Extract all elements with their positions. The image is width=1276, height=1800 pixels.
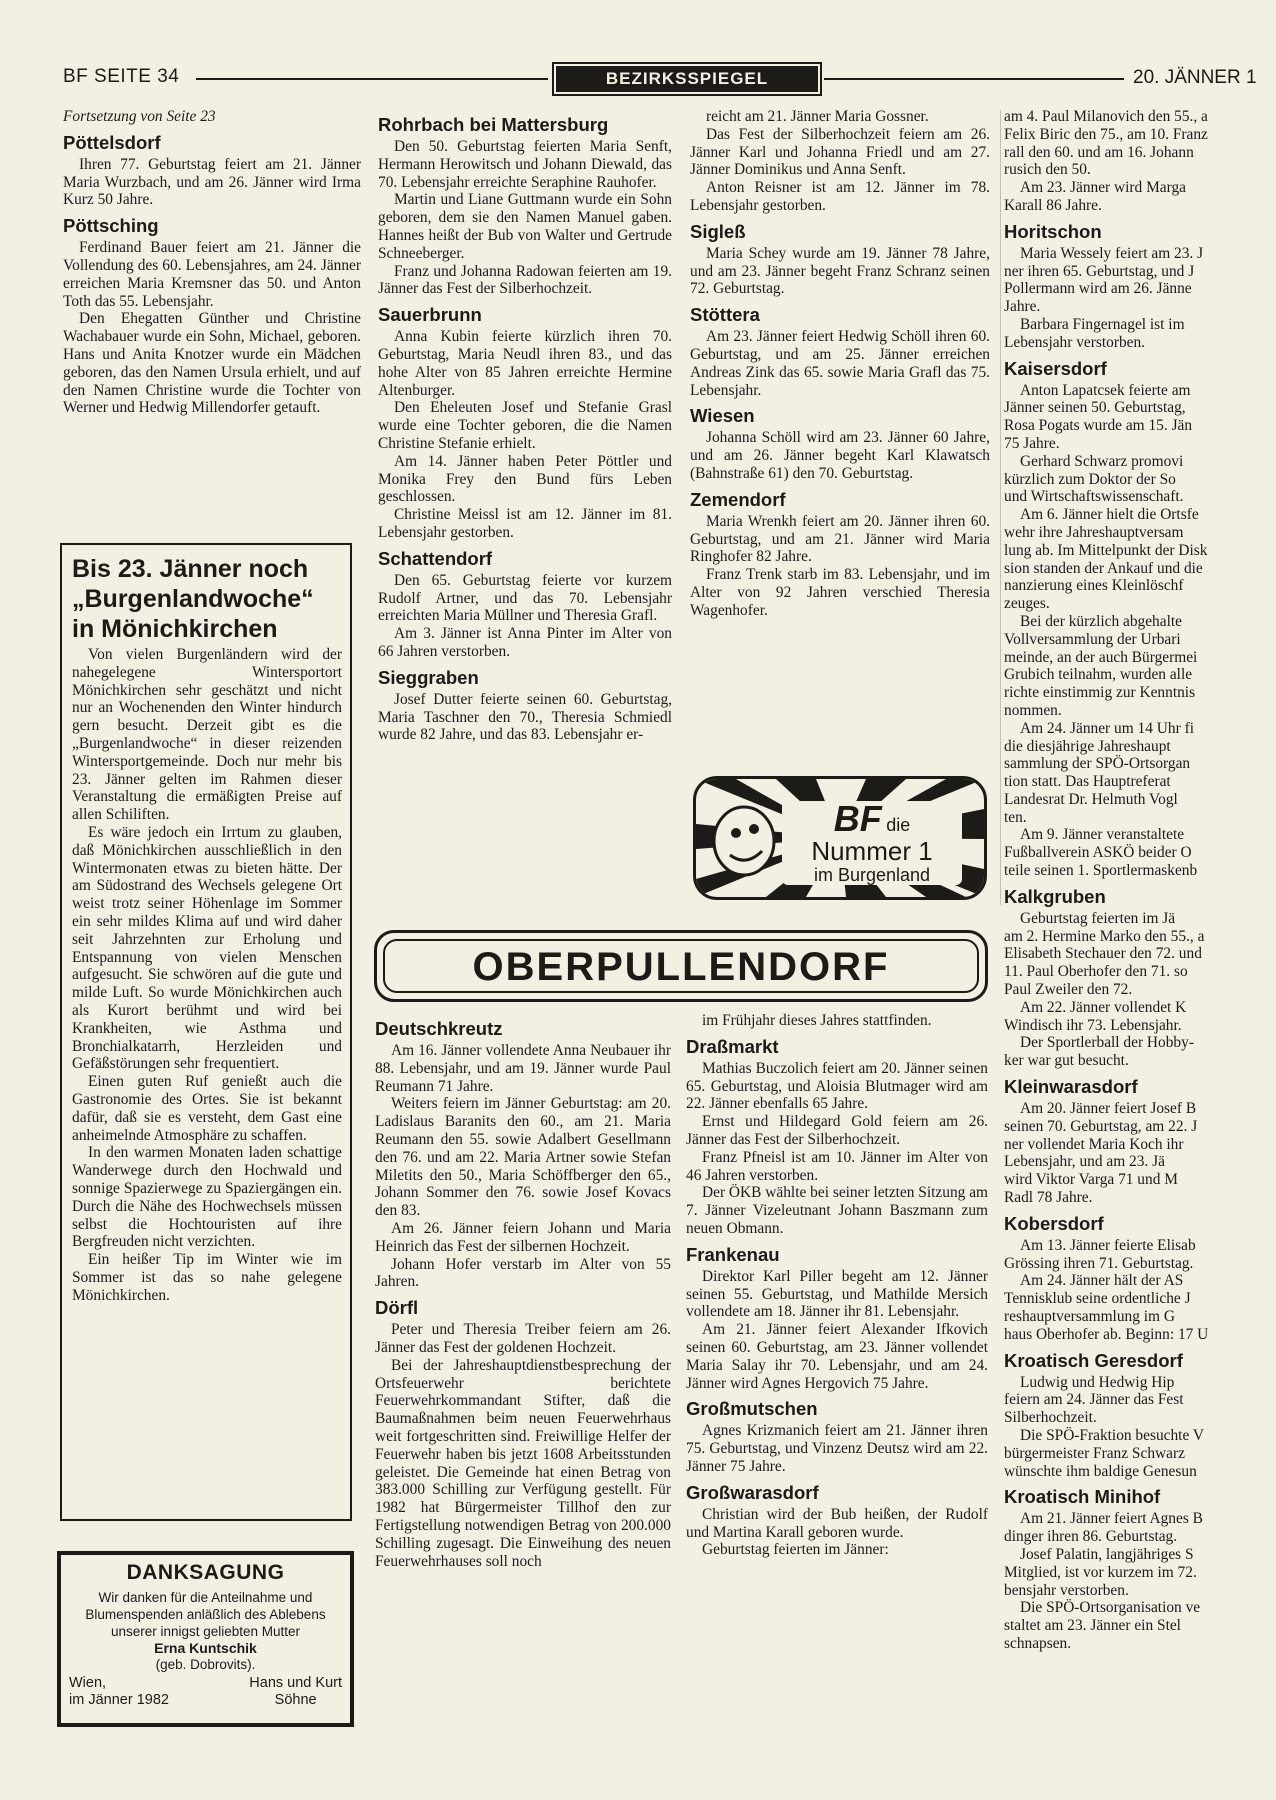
- news-line: ker war gut besucht.: [1004, 1052, 1129, 1070]
- news-paragraph: Bei der Jahreshauptdienstbesprechung der Ortsfeuerwehr berichtete Feuerwehrkommandant Stifter, daß die Baumaßnahmen beim neuen Feuerwehrhaus weit fortgeschritten sind. Freiwillige Helfer der Feuerwehr haben bis jetzt 1608 Arbeitsstunden geleistet. Die Gemeinde hat einen Betrag von 383.000 Schilling zur Verfügung gestellt. Für 1982 hat Bürgermeister Tillhof den zur Fertigstellung notwendigen Betrag von 200.000 Schilling zugesagt. Die Einweihung des neuen Feuerwehrhauses soll noch: [375, 1356, 671, 1570]
- news-paragraph: Anna Kubin feierte kürzlich ihren 70. Geburtstag, Maria Neudl ihren 83., und das hohe Alter von 85 Jahren erreichte Hermine Altenburger.: [378, 328, 672, 399]
- header-rule-right: [824, 78, 1124, 80]
- news-line: 75 Jahre.: [1004, 434, 1060, 452]
- news-line: Geburtstag feierten im Jä: [1020, 909, 1176, 927]
- news-paragraph: reicht am 21. Jänner Maria Gossner.: [706, 108, 929, 125]
- place-heading-gromutschen: Großmutschen: [686, 1398, 818, 1420]
- news-paragraph: Am 21. Jänner feiert Alexander Ifkovich seinen 60. Geburtstag, am 23. Jänner vollendet Maria Salay ihr 70. Lebensjahr, und am 24. Jänner wird Agnes Hergovich 75 Jahre.: [686, 1321, 988, 1392]
- news-line: am 2. Hermine Marko den 55., a: [1004, 927, 1205, 945]
- news-line: haus Oberhofer ab. Beginn: 17 U: [1004, 1325, 1209, 1343]
- news-line: richte einstimmig zur Kenntnis: [1004, 684, 1196, 702]
- news-line: wird Viktor Varga 71 und M: [1004, 1171, 1178, 1189]
- news-line: kürzlich zum Doktor der So: [1004, 470, 1176, 488]
- notice-body: Wir danken für die Anteilnahme und Blumenspenden anläßlich des Ablebens unserer innigst geliebten Mutter: [85, 1590, 326, 1639]
- news-paragraph: Christine Meissl ist am 12. Jänner im 81. Lebensjahr gestorben.: [378, 506, 672, 541]
- news-line: staltet am 23. Jänner ein Stel: [1004, 1617, 1181, 1635]
- place-heading-wiesen: Wiesen: [690, 405, 755, 427]
- news-line: tion statt. Das Hauptreferat: [1004, 773, 1171, 791]
- place-heading-kroatisch-geresdorf: Kroatisch Geresdorf: [1004, 1349, 1183, 1371]
- news-line: Am 13. Jänner feierte Elisab: [1020, 1236, 1196, 1254]
- continuation-note: Fortsetzung von Seite 23: [63, 108, 216, 125]
- place-heading-dorfl: Dörfl: [375, 1297, 419, 1319]
- place-heading-rohrbach-bei-mattersburg: Rohrbach bei Mattersburg: [378, 114, 609, 135]
- news-line: ner vollendet Maria Koch ihr: [1004, 1135, 1184, 1153]
- news-line: Silberhochzeit.: [1004, 1409, 1097, 1427]
- article-paragraph: Es wäre jedoch ein Irrtum zu glauben, daß Mönichkirchen ausschließlich in den Wintermonaten etwas zu bieten hätte. Der am Südostrand des Wechsels gelegene Ort weist trotz seiner Höhenlage im Sommer ein sehr mildes Klima auf und wird daher seit Jahrzehnten zur Erholung und Entspannung von vielen Menschen aufgesucht. Sie schwören auf die gute und milde Luft. So wurde Mönichkirchen auch als Kurort berühmt und wird bei Krankheiten, wie Asthma und Bronchialkatarrh, Herzleiden und Gefäßstörungen sehr frequentiert.: [72, 823, 342, 1073]
- news-line: Die SPÖ-Ortsorganisation ve: [1020, 1599, 1201, 1617]
- news-paragraph: Johanna Schöll wird am 23. Jänner 60 Jahre, und am 26. Jänner begeht Karl Klawatsch (Bahnstraße 61) den 70. Geburtstag.: [690, 429, 990, 482]
- news-line: Felix Biric den 75., am 10. Franz: [1004, 125, 1208, 143]
- news-line: Am 24. Jänner um 14 Uhr fi: [1020, 719, 1194, 737]
- news-line: Der Sportlerball der Hobby-: [1020, 1034, 1194, 1052]
- news-line: Am 9. Jänner veranstaltete: [1020, 826, 1185, 844]
- place-heading-sigle: Sigleß: [690, 220, 746, 242]
- news-line: rusich den 50.: [1004, 161, 1091, 179]
- news-paragraph: Maria Schey wurde am 19. Jänner 78 Jahre, und am 23. Jänner begeht Franz Schranz seinen 72. Geburtstag.: [690, 244, 990, 298]
- news-line: Die SPÖ-Fraktion besuchte V: [1020, 1427, 1204, 1444]
- news-line: ner ihren 65. Geburtstag, und J: [1004, 262, 1195, 280]
- article-body: [72, 646, 342, 1304]
- news-paragraph: Ihren 77. Geburtstag feiert am 21. Jänner Maria Wurzbach, und am 26. Jänner wird Irma Kurz 50 Jahre.: [63, 155, 361, 209]
- news-line: Jänner seinen 50. Geburtstag,: [1004, 399, 1186, 417]
- place-heading-pottsching: Pöttsching: [63, 215, 159, 237]
- notice-footer: [69, 1675, 342, 1709]
- news-paragraph: Am 3. Jänner ist Anna Pinter im Alter von 66 Jahren verstorben.: [378, 625, 672, 660]
- news-paragraph: Den 65. Geburtstag feierte vor kurzem Rudolf Artner, und das 70. Lebensjahr erreichten Maria Müllner und Theresia Grafl.: [378, 571, 672, 625]
- news-paragraph: Geburtstag feierten im Jänner:: [702, 1541, 889, 1559]
- news-line: Bei der kürzlich abgehalte: [1020, 612, 1182, 630]
- news-line: feiern am 24. Jänner das Fest: [1004, 1391, 1184, 1409]
- page-number: BF SEITE 34: [63, 66, 180, 87]
- news-line: nanzierung eines Kleinlöschf: [1004, 577, 1184, 595]
- news-line: und Wirtschaftswissenschaft.: [1004, 488, 1184, 506]
- news-line: Jahre.: [1004, 298, 1041, 316]
- news-line: Mitglied, ist vor kurzem im 72.: [1004, 1563, 1197, 1581]
- news-paragraph: Agnes Krizmanich feiert am 21. Jänner ihren 75. Geburtstag, und Vinzenz Deutsz wird am 22. Jänner 75 Jahre.: [686, 1422, 988, 1475]
- news-line: Radl 78 Jahre.: [1004, 1189, 1093, 1207]
- news-paragraph: Josef Dutter feierte seinen 60. Geburtstag, Maria Taschner den 70., Theresia Schmiedl wurde 82 Jahre, und das 83. Lebensjahr er-: [378, 690, 672, 744]
- news-line: reshauptversammlung im G: [1004, 1308, 1175, 1326]
- news-line: Am 22. Jänner vollendet K: [1020, 998, 1187, 1016]
- place-heading-sieggraben: Sieggraben: [378, 666, 479, 688]
- bf-logo-ad: [693, 776, 987, 900]
- column-4: [375, 1012, 671, 1772]
- news-line: Fußballverein ASKÖ beider O: [1004, 844, 1192, 862]
- news-paragraph: Ferdinand Bauer feiert am 21. Jänner die Vollendung des 60. Lebensjahres, am 24. Jänner erreichen Maria Kremsner das 50. und Anton Toth das 55. Lebensjahr.: [63, 239, 361, 310]
- logo-nummer: Nummer 1: [811, 836, 933, 866]
- column-divider: [1000, 110, 1001, 905]
- news-line: Am 21. Jänner feiert Agnes B: [1020, 1510, 1203, 1528]
- news-line: Lebensjahr verstorben.: [1004, 333, 1146, 351]
- news-line: Grubich teilnahm, wurden alle: [1004, 666, 1193, 684]
- place-heading-pottelsdorf: Pöttelsdorf: [63, 131, 161, 153]
- news-line: dinger ihren 86. Geburtstag.: [1004, 1528, 1178, 1546]
- news-paragraph: Der ÖKB wählte bei seiner letzten Sitzung am 7. Jänner Vizeleutnant Johann Baszmann zum neuen Obmann.: [686, 1184, 988, 1237]
- logo-bf: BF: [833, 798, 882, 839]
- news-paragraph: Maria Wrenkh feiert am 20. Jänner ihren 60. Geburtstag, und am 21. Jänner wird Maria Ringhofer 82 Jahre.: [690, 512, 990, 566]
- place-heading-kobersdorf: Kobersdorf: [1004, 1212, 1104, 1234]
- header-rule-left: [196, 78, 548, 80]
- logo-region: im Burgenland: [813, 865, 931, 885]
- news-line: lung ab. Im Mittelpunkt der Disk: [1004, 541, 1208, 559]
- column-1: [63, 108, 361, 508]
- news-paragraph: Anton Reisner ist am 12. Jänner im 78. Lebensjahr gestorben.: [690, 179, 990, 214]
- news-line: rall den 60. und am 16. Johann: [1004, 143, 1194, 161]
- news-line: seinen 70. Geburtstag, am 22. J: [1004, 1117, 1198, 1135]
- news-line: meinde, an der auch Bürgermei: [1004, 648, 1198, 666]
- news-paragraph: Peter und Theresia Treiber feiern am 26. Jänner das Fest der goldenen Hochzeit.: [375, 1321, 671, 1356]
- news-paragraph: Am 26. Jänner feiern Johann und Maria Heinrich das Fest der silbernen Hochzeit.: [375, 1219, 671, 1255]
- news-line: Paul Zweiler den 72.: [1004, 981, 1133, 999]
- article-paragraph: Von vielen Burgenländern wird der nahegelegene Wintersportort Mönichkirchen sehr geschätzt und nicht nur an Wochenenden den Winter hindurch gern besucht. Derzeit gibt es die „Burgenlandwoche“ in dieser reizenden Wintersportgemeinde. Doch nur mehr bis 23. Jänner gelten im Rahmen dieser Veranstaltung die ermäßigten Preise auf allen Schiliften.: [72, 646, 342, 824]
- news-line: Ludwig und Hedwig Hip: [1020, 1373, 1175, 1391]
- news-line: Windisch ihr 73. Lebensjahr.: [1004, 1016, 1182, 1034]
- news-line: nommen.: [1004, 701, 1062, 719]
- news-paragraph: Den 50. Geburtstag feierten Maria Senft, Hermann Herowitsch und Johann Diewald, das 70. Lebensjahr erreichte Seraphine Rauhofer.: [378, 138, 672, 191]
- place-heading-kalkgruben: Kalkgruben: [1004, 885, 1106, 907]
- news-paragraph: Johann Hofer verstarb im Alter von 55 Jahren.: [375, 1255, 671, 1291]
- column-5: [686, 1012, 988, 1772]
- place-heading-kroatisch-minihof: Kroatisch Minihof: [1004, 1486, 1161, 1508]
- news-line: Josef Palatin, langjähriges S: [1020, 1545, 1194, 1563]
- column-3: [690, 108, 990, 768]
- column-6: [1004, 108, 1276, 1778]
- place-heading-kleinwarasdorf: Kleinwarasdorf: [1004, 1076, 1138, 1098]
- news-line: Lebensjahr, und am 23. Jä: [1004, 1153, 1165, 1171]
- news-line: bensjahr verstorben.: [1004, 1581, 1129, 1599]
- article-paragraph: Ein heißer Tip im Winter wie im Sommer ist das so nahe gelegene Mönichkirchen.: [72, 1251, 342, 1304]
- news-paragraph: im Frühjahr dieses Jahres stattfinden.: [702, 1012, 932, 1029]
- article-paragraph: Einen guten Ruf genießt auch die Gastronomie des Ortes. Sie ist bekannt dafür, daß sie es versteht, dem Gast eine anheimelnde Atmosphäre zu schaffen.: [72, 1073, 342, 1144]
- notice-place: Wien,: [69, 1675, 107, 1691]
- place-heading-zemendorf: Zemendorf: [690, 488, 786, 510]
- notice-maiden-name: (geb. Dobrovits).: [155, 1657, 256, 1672]
- news-line: wünschte ihm baldige Genesun: [1004, 1462, 1197, 1480]
- news-line: zeuges.: [1004, 595, 1050, 613]
- news-paragraph: Am 23. Jänner feiert Hedwig Schöll ihren 60. Geburtstag, und am 25. Jänner erreichen Andreas Zink das 65. sowie Maria Grafl das 75. Lebensjahr.: [690, 328, 990, 399]
- place-heading-schattendorf: Schattendorf: [378, 547, 493, 569]
- news-line: Vollversammlung der Urbari: [1004, 630, 1181, 648]
- place-heading-growarasdorf: Großwarasdorf: [686, 1481, 819, 1503]
- news-paragraph: Am 14. Jänner haben Peter Pöttler und Monika Frey den Bund fürs Leben geschlossen.: [378, 452, 672, 506]
- news-line: Grössing ihren 71. Geburtstag.: [1004, 1254, 1194, 1272]
- news-paragraph: Den Ehegatten Günther und Christine Wachabauer wurde ein Sohn, Michael, geboren. Hans und Anita Knotzer wurde ein Mädchen geboren, das den Namen Ursula erhielt, und auf den Namen Christine wurde die Tochter von Werner und Hedwig Millendorfer getauft.: [63, 310, 361, 417]
- news-line: Karall 86 Jahre.: [1004, 196, 1102, 214]
- news-line: 11. Paul Oberhofer den 71. so: [1004, 963, 1188, 981]
- news-paragraph: Franz und Johanna Radowan feierten am 19. Jänner das Fest der Silberhochzeit.: [378, 262, 672, 298]
- news-line: Am 6. Jänner hielt die Ortsfe: [1020, 506, 1199, 524]
- news-line: am 4. Paul Milanovich den 55., a: [1004, 108, 1208, 125]
- article-paragraph: In den warmen Monaten laden schattige Wanderwege durch den Hochwald und sonnige Spazierwege zu Spaziergängen ein. Durch die Nähe des Hochwechsels müssen selbst die Hochtouristen auf ihre Bergfreuden nicht verzichten.: [72, 1144, 342, 1251]
- place-heading-deutschkreutz: Deutschkreutz: [375, 1018, 503, 1039]
- issue-date: 20. JÄNNER 1: [1133, 67, 1257, 88]
- news-line: die diesjährige Jahreshaupt: [1004, 737, 1171, 755]
- notice-name: Erna Kuntschik: [154, 1640, 257, 1656]
- notice-signers-role: Söhne: [274, 1692, 317, 1708]
- notice-signers: Hans und Kurt: [249, 1675, 342, 1691]
- place-heading-kaisersdorf: Kaisersdorf: [1004, 357, 1107, 379]
- news-line: Tennisklub seine ordentliche J: [1004, 1290, 1191, 1308]
- news-line: Elisabeth Stechauer den 72. und: [1004, 945, 1202, 963]
- place-heading-sauerbrunn: Sauerbrunn: [378, 304, 482, 326]
- district-banner: [374, 930, 988, 1002]
- news-paragraph: Am 16. Jänner vollendete Anna Neubauer ihr 88. Lebensjahr, und am 19. Jänner wurde Paul Reumann 71 Jahre.: [375, 1042, 671, 1095]
- news-line: Pollermann wird am 26. Jänne: [1004, 280, 1192, 298]
- news-line: Landesrat Dr. Helmuth Vogl: [1004, 790, 1178, 808]
- burgenlandwoche-article: [60, 543, 352, 1521]
- place-heading-dramarkt: Draßmarkt: [686, 1035, 779, 1057]
- news-paragraph: Direktor Karl Piller begeht am 12. Jänner seinen 55. Geburtstag, und Mathilde Mersich vollendete am 18. Jänner ihr 81. Lebensjahr.: [686, 1267, 988, 1321]
- column-2: [378, 108, 672, 908]
- news-line: Am 20. Jänner feiert Josef B: [1020, 1100, 1197, 1118]
- news-line: Maria Wessely feiert am 23. J: [1020, 244, 1204, 262]
- news-paragraph: Martin und Liane Guttmann wurde ein Sohn geboren, dem sie den Namen Manuel gaben. Hannes heißt der Bub von Walter und Gertrude Schneeberger.: [378, 191, 672, 262]
- news-line: sammlung der SPÖ-Ortsorgan: [1004, 755, 1191, 773]
- news-line: Am 23. Jänner wird Marga: [1020, 179, 1186, 197]
- logo-text: [782, 798, 962, 885]
- news-line: Gerhard Schwarz promovi: [1020, 452, 1184, 470]
- news-paragraph: Das Fest der Silberhochzeit feiern am 26. Jänner Karl und Johanna Friedl und am 27. Jänner Dominikus und Anna Senft.: [690, 125, 990, 179]
- news-paragraph: Christian wird der Bub heißen, der Rudolf und Martina Karall geboren wurde.: [686, 1505, 988, 1541]
- place-heading-horitschon: Horitschon: [1004, 220, 1102, 242]
- news-line: Barbara Fingernagel ist im: [1020, 315, 1185, 333]
- logo-die: die: [886, 815, 911, 835]
- district-title: OBERPULLENDORF: [383, 939, 979, 993]
- danksagung-notice: [57, 1551, 354, 1727]
- news-paragraph: Franz Trenk starb im 83. Lebensjahr, und im Alter von 92 Jahren verschied Theresia Wagenhofer.: [690, 566, 990, 619]
- news-line: bürgermeister Franz Schwarz: [1004, 1444, 1185, 1462]
- mascot-face-icon: [708, 799, 778, 879]
- notice-title: DANKSAGUNG: [126, 1561, 285, 1584]
- news-paragraph: Den Eheleuten Josef und Stefanie Grasl wurde eine Tochter geboren, die die Namen Christine Stefanie erhielt.: [378, 399, 672, 452]
- news-line: sion standen der Ankauf und die: [1004, 559, 1203, 577]
- news-paragraph: Ernst und Hildegard Gold feiern am 26. Jänner das Fest der Silberhochzeit.: [686, 1113, 988, 1148]
- notice-date: im Jänner 1982: [69, 1692, 169, 1708]
- news-line: Anton Lapatcsek feierte am: [1020, 381, 1191, 399]
- news-line: Rosa Pogats wurde am 15. Jän: [1004, 417, 1193, 435]
- place-heading-stottera: Stöttera: [690, 304, 760, 326]
- news-line: wehr ihre Jahreshauptversam: [1004, 523, 1184, 541]
- place-heading-frankenau: Frankenau: [686, 1243, 780, 1265]
- news-line: ten.: [1004, 808, 1027, 826]
- article-headline: Bis 23. Jänner noch „Burgenlandwoche“ in Mönichkirchen: [72, 555, 314, 643]
- news-line: teile seinen 1. Sportlermaskenb: [1004, 862, 1198, 880]
- news-line: Am 24. Jänner hält der AS: [1020, 1272, 1184, 1290]
- section-title: BEZIRKSSPIEGEL: [552, 62, 822, 96]
- news-paragraph: Weiters feiern im Jänner Geburtstag: am 20. Ladislaus Baranits den 60., am 21. Maria Reumann den 55. sowie Adalbert Gesellmann den 76. und am 22. Maria Artner sowie Stefan Miletits den 50., Maria Schöffberger den 65., Johann Sommer den 76. sowie Josef Kovacs den 83.: [375, 1095, 671, 1220]
- news-line: schnapsen.: [1004, 1634, 1072, 1652]
- news-paragraph: Mathias Buczolich feiert am 20. Jänner seinen 65. Geburtstag, und Aloisia Blutmager wird am 22. Jänner ebenfalls 65 Jahre.: [686, 1059, 988, 1113]
- news-paragraph: Franz Pfneisl ist am 10. Jänner im Alter von 46 Jahren verstorben.: [686, 1148, 988, 1184]
